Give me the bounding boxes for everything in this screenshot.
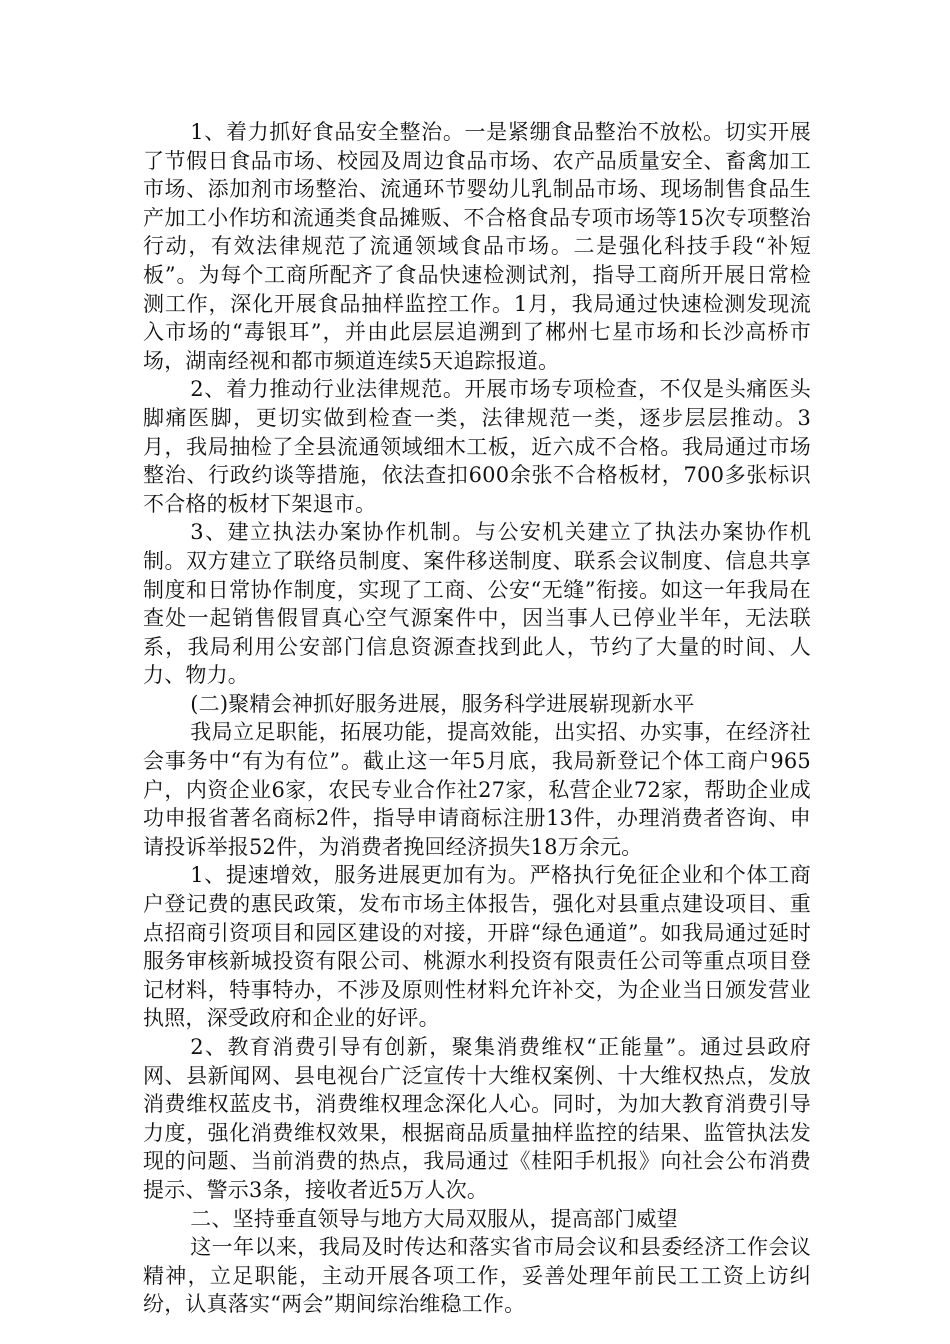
paragraph-leadership: 这一年以来，我局及时传达和落实省市局会议和县委经济工作会议精神，立足职能，主动开展各项工作，妥善处理年前民工工资上访纠纷，认真落实“两会”期间综治维稳工作。 <box>143 1235 811 1317</box>
paragraph-food-safety: 1、着力抓好食品安全整治。一是紧绷食品整治不放松。切实开展了节假日食品市场、校园及周边食品市场、农产品质量安全、畜禽加工市场、添加剂市场整治、流通环节婴幼儿乳制品市场、现场制售食品生产加工小作坊和流通类食品摊贩、不合格食品专项市场等15次专项整治行动，有效法律规范了流通领域食品市场。二是强化科技手段“补短板”。为每个工商所配齐了食品快速检测试剂，指导工商所开展日常检测工作，深化开展食品抽样监控工作。1月，我局通过快速检测发现流入市场的“毒银耳”，并由此层层追溯到了郴州七星市场和长沙高桥市场，湖南经视和都市频道连续5天追踪报道。 <box>143 120 811 373</box>
paragraph-service-overview: 我局立足职能，拓展功能，提高效能，出实招、办实事，在经济社会事务中“有为有位”。截止这一年5月底，我局新登记个体工商户965户，内资企业6家，农民专业合作社27家，私营企业72家，帮助企业成功申报省著名商标2件，指导申请商标注册13件，办理消费者咨询、申请投诉举报52件，为消费者挽回经济损失18万余元。 <box>143 720 811 859</box>
paragraph-efficiency: 1、提速增效，服务进展更加有为。严格执行免征企业和个体工商户登记费的惠民政策，发布市场主体报告，强化对县重点建设项目、重点招商引资项目和园区建设的对接，开辟“绿色通道”。如我局通过延时服务审核新城投资有限公司、桃源水利投资有限责任公司等重点项目登记材料，特事特办，不涉及原则性材料允许补交，为企业当日颁发营业执照，深受政府和企业的好评。 <box>143 863 811 1031</box>
section-heading-leadership: 二、坚持垂直领导与地方大局双服从，提高部门威望 <box>190 1206 678 1231</box>
paragraph-industry-regulation: 2、着力推动行业法律规范。开展市场专项检查，不仅是头痛医头脚痛医脚，更切实做到检查一类，法律规范一类，逐步层层推动。3月，我局抽检了全县流通领域细木工板，近六成不合格。我局通过市场整治、行政约谈等措施，依法查扣600余张不合格板材，700多张标识不合格的板材下架退市。 <box>143 377 811 516</box>
section-heading-service: (二)聚精会神抓好服务进展，服务科学进展崭现新水平 <box>190 691 695 716</box>
paragraph-consumer-education: 2、教育消费引导有创新，聚集消费维权“正能量”。通过县政府网、县新闻网、县电视台广泛宣传十大维权案例、十大维权热点，发放消费维权蓝皮书，消费维权理念深化人心。同时，为加大教育消费引导力度，强化消费维权效果，根据商品质量抽样监控的结果、监管执法发现的问题、当前消费的热点，我局通过《桂阳手机报》向社会公布消费提示、警示3条，接收者近5万人次。 <box>143 1035 811 1202</box>
paragraph-enforcement-cooperation: 3、建立执法办案协作机制。与公安机关建立了执法办案协作机制。双方建立了联络员制度、案件移送制度、联系会议制度、信息共享制度和日常协作制度，实现了工商、公安“无缝”衔接。如这一年我局在查处一起销售假冒真心空气源案件中，因当事人已停业半年，无法联系，我局利用公安部门信息资源查找到此人，节约了大量的时间、人力、物力。 <box>143 520 811 688</box>
document-body <box>143 118 811 1319</box>
